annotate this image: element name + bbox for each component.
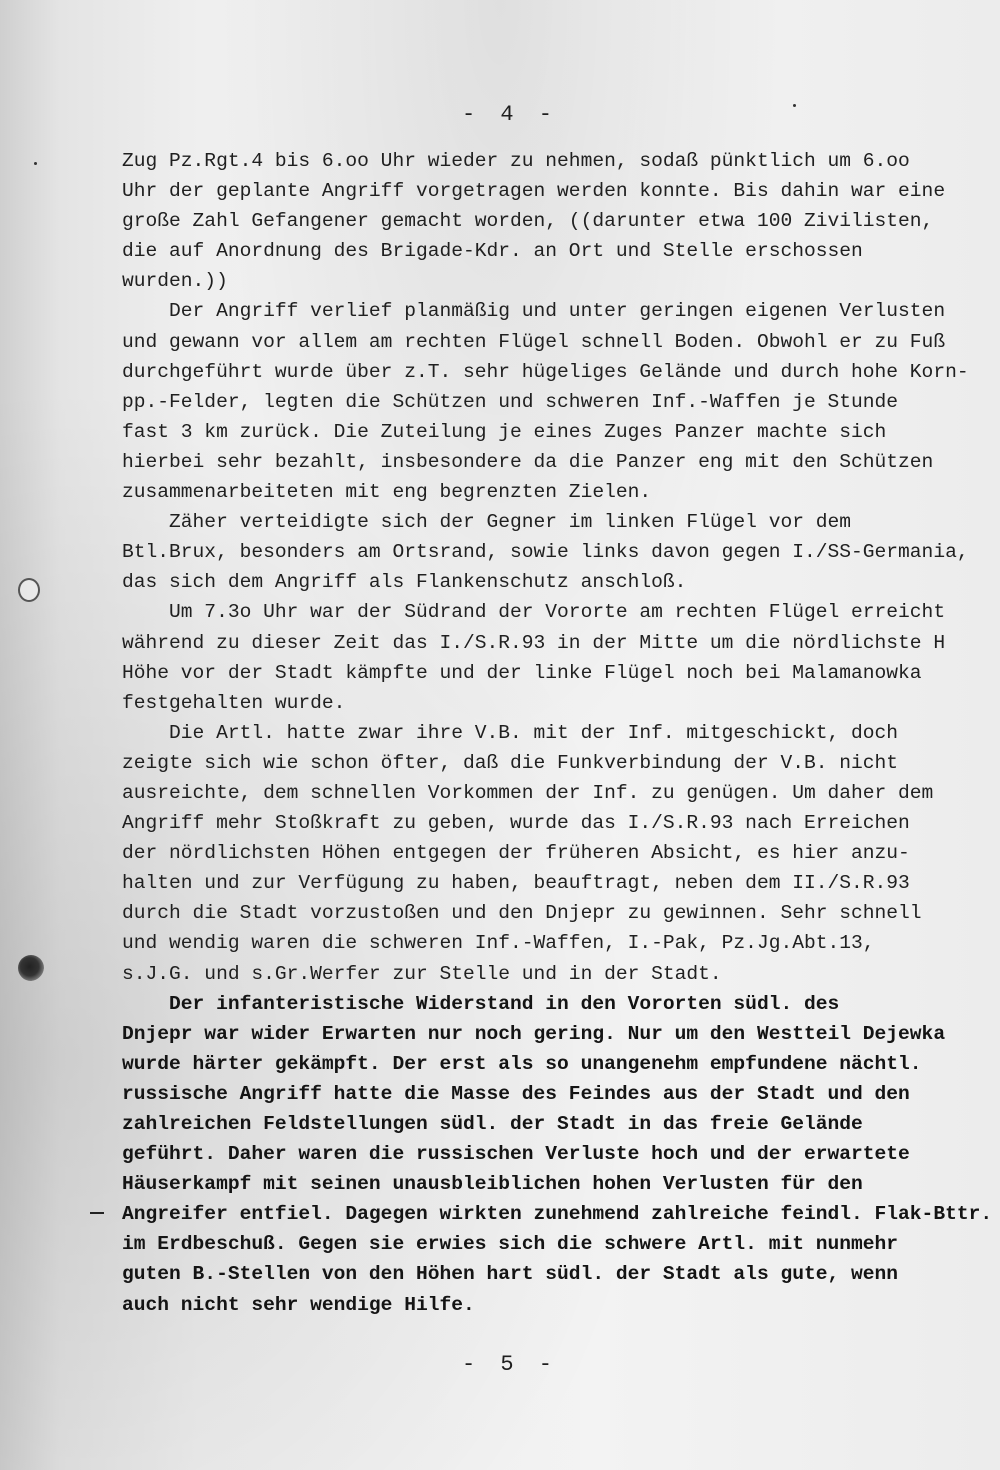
text-line: zusammenarbeiteten mit eng begrenzten Zielen. — [122, 481, 652, 504]
text-line: wurden.)) — [122, 270, 228, 293]
punch-hole-bottom — [18, 955, 44, 981]
text-line: Der infanteristische Widerstand in den Vororten südl. des — [122, 992, 840, 1015]
text-line: hierbei sehr bezahlt, insbesondere da die Panzer eng mit den Schützen — [122, 450, 934, 473]
text-line: Häuserkampf mit seinen unausbleiblichen hohen Verlusten für den — [122, 1173, 863, 1196]
text-line: zeigte sich wie schon öfter, daß die Funkverbindung der V.B. nicht — [122, 751, 899, 774]
text-line: große Zahl Gefangener gemacht worden, ((darunter etwa 100 Zivilisten, — [122, 210, 934, 233]
text-line: auch nicht sehr wendige Hilfe. — [122, 1293, 475, 1316]
text-line: s.J.G. und s.Gr.Werfer zur Stelle und in der Stadt. — [122, 962, 722, 985]
page-number: - 4 - — [461, 102, 558, 127]
text-line: Btl.Brux, besonders am Ortsrand, sowie links davon gegen I./SS-Germania, — [122, 541, 969, 564]
text-line: Die Artl. hatte zwar ihre V.B. mit der Inf. mitgeschickt, doch — [122, 721, 899, 744]
text-line: durch die Stadt vorzustoßen und den Dnjepr zu gewinnen. Sehr schnell — [122, 902, 922, 925]
text-line: wurde härter gekämpft. Der erst als so unangenehm empfundene nächtl. — [122, 1052, 922, 1075]
text-line: russische Angriff hatte die Masse des Feindes aus der Stadt und den — [122, 1082, 910, 1105]
typewritten-body — [122, 146, 1000, 1320]
text-line: Um 7.3o Uhr war der Südrand der Vororte am rechten Flügel erreicht — [122, 601, 946, 624]
text-line: Angreifer entfiel. Dagegen wirkten zunehmend zahlreiche feindl. Flak-Bttr. — [122, 1203, 993, 1226]
text-line: Der Angriff verlief planmäßig und unter geringen eigenen Verlusten — [122, 300, 946, 323]
text-line: guten B.-Stellen von den Höhen hart südl. der Stadt als gute, wenn — [122, 1263, 899, 1286]
text-line: Zug Pz.Rgt.4 bis 6.oo Uhr wieder zu nehmen, sodaß pünktlich um 6.oo — [122, 150, 910, 172]
text-line: halten und zur Verfügung zu haben, beauftragt, neben dem II./S.R.93 — [122, 872, 910, 895]
text-line: festgehalten wurde. — [122, 691, 346, 714]
text-line: fast 3 km zurück. Die Zuteilung je eines Zuges Panzer machte sich — [122, 420, 887, 443]
text-line: das sich dem Angriff als Flankenschutz anschloß. — [122, 571, 687, 594]
text-line: der nördlichsten Höhen entgegen der früheren Absicht, es hier anzu- — [122, 842, 910, 865]
ink-speck — [34, 162, 37, 165]
text-line: Höhe vor der Stadt kämpfte und der linke Flügel noch bei Malamanowka — [122, 661, 922, 684]
text-line: und gewann vor allem am rechten Flügel schnell Boden. Obwohl er zu Fuß — [122, 330, 946, 353]
text-line: ausreichte, dem schnellen Vorkommen der Inf. zu genügen. Um daher dem — [122, 781, 934, 804]
text-line: Dnjepr war wider Erwarten nur noch gering. Nur um den Westteil Dejewka — [122, 1022, 946, 1045]
text-line: Angriff mehr Stoßkraft zu geben, wurde das I./S.R.93 nach Erreichen — [122, 812, 910, 835]
text-line: im Erdbeschuß. Gegen sie erwies sich die schwere Artl. mit nunmehr — [122, 1233, 899, 1256]
next-page-number: - 5 - — [461, 1352, 558, 1377]
text-line: geführt. Daher waren die russischen Verluste hoch und der erwartete — [122, 1143, 910, 1166]
margin-dash-mark — [90, 1212, 104, 1214]
text-line: pp.-Felder, legten die Schützen und schweren Inf.-Waffen je Stunde — [122, 390, 899, 413]
punch-hole-top — [18, 578, 40, 602]
text-line: und wendig waren die schweren Inf.-Waffen, I.-Pak, Pz.Jg.Abt.13, — [122, 932, 875, 955]
text-line: zahlreichen Feldstellungen südl. der Stadt in das freie Gelände — [122, 1113, 863, 1135]
text-line: während zu dieser Zeit das I./S.R.93 in der Mitte um die nördlichste H — [122, 631, 946, 654]
text-line: Zäher verteidigte sich der Gegner im linken Flügel vor dem — [122, 511, 852, 534]
text-line: die auf Anordnung des Brigade-Kdr. an Ort und Stelle erschossen — [122, 240, 863, 263]
text-line: Uhr der geplante Angriff vorgetragen werden konnte. Bis dahin war eine — [122, 180, 946, 203]
text-line: durchgeführt wurde über z.T. sehr hügeliges Gelände und durch hohe Korn- — [122, 360, 969, 383]
